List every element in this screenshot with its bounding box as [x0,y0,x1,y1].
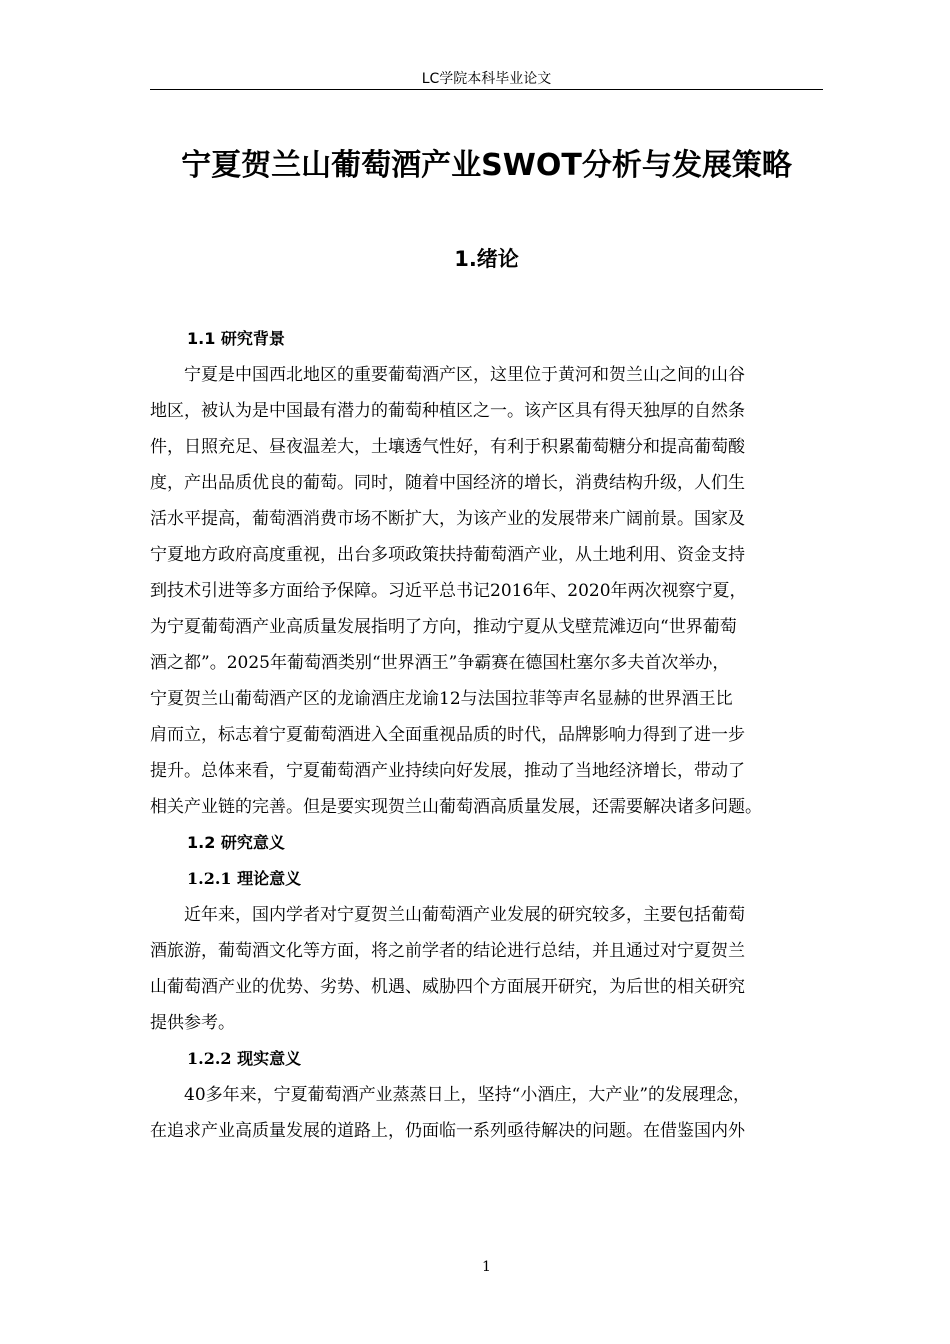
text-line: 山葡萄酒产业的优势、劣势、机遇、威胁四个方面展开研究，为后世的相关研究 [150,977,745,997]
subsection-heading-1-2-1: 1.2.1 理论意义 [187,869,302,888]
text-line: 到技术引进等多方面给予保障。习近平总书记2016年、2020年两次视察宁夏， [150,581,747,601]
paragraph-research-background [150,357,840,825]
text-line: 活水平提高，葡萄酒消费市场不断扩大，为该产业的发展带来广阔前景。国家及 [150,509,745,529]
text-line: 件，日照充足、昼夜温差大，土壤透气性好，有利于积累葡萄糖分和提高葡萄酸 [150,437,745,457]
page-number: 1 [482,1259,491,1275]
text-line: 地区，被认为是中国最有潜力的葡萄种植区之一。该产区具有得天独厚的自然条 [150,401,745,421]
text-line: 酒旅游，葡萄酒文化等方面，将之前学者的结论进行总结，并且通过对宁夏贺兰 [150,941,745,961]
section-heading-1-2: 1.2 研究意义 [187,833,285,852]
header-rule [150,89,823,90]
running-header: LC学院本科毕业论文 [421,71,552,87]
text-line: 度，产出品质优良的葡萄。同时，随着中国经济的增长，消费结构升级，人们生 [150,473,745,493]
text-line: 提升。总体来看，宁夏葡萄酒产业持续向好发展，推动了当地经济增长，带动了 [150,761,745,781]
text-line: 在追求产业高质量发展的道路上，仍面临一系列亟待解决的问题。在借鉴国内外 [150,1121,745,1141]
text-line: 近年来，国内学者对宁夏贺兰山葡萄酒产业发展的研究较多，主要包括葡萄 [184,905,745,925]
body-text [150,321,840,1149]
paragraph-theoretical-significance [150,897,840,1041]
text-line: 肩而立，标志着宁夏葡萄酒进入全面重视品质的时代，品牌影响力得到了进一步 [150,725,745,745]
text-line: 宁夏贺兰山葡萄酒产区的龙谕酒庄龙谕12与法国拉菲等声名显赫的世界酒王比 [150,689,733,709]
chapter-heading: 1.绪论 [454,247,519,271]
text-line: 提供参考。 [150,1013,235,1033]
subsection-heading-1-2-2: 1.2.2 现实意义 [187,1049,302,1068]
text-line: 宁夏地方政府高度重视，出台多项政策扶持葡萄酒产业，从土地利用、资金支持 [150,545,745,565]
text-line: 酒之都”。2025年葡萄酒类别“世界酒王”争霸赛在德国杜塞尔多夫首次举办， [150,653,730,673]
paragraph-practical-significance [150,1077,840,1149]
text-line: 40多年来，宁夏葡萄酒产业蒸蒸日上，坚持“小酒庄，大产业”的发展理念， [184,1085,751,1105]
section-heading-1-1: 1.1 研究背景 [187,329,285,348]
text-line: 为宁夏葡萄酒产业高质量发展指明了方向，推动宁夏从戈壁荒滩迈向“世界葡萄 [150,617,737,637]
text-line: 宁夏是中国西北地区的重要葡萄酒产区，这里位于黄河和贺兰山之间的山谷 [184,365,745,385]
document-title: 宁夏贺兰山葡萄酒产业SWOT分析与发展策略 [181,148,792,183]
text-line: 相关产业链的完善。但是要实现贺兰山葡萄酒高质量发展，还需要解决诸多问题。 [150,797,762,817]
